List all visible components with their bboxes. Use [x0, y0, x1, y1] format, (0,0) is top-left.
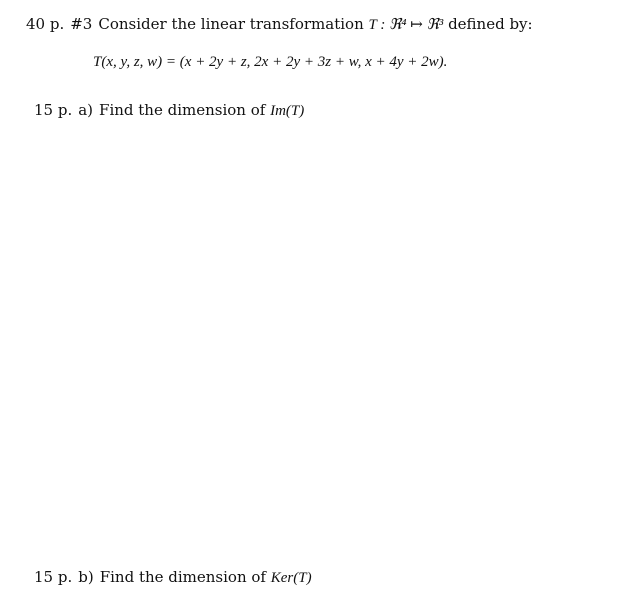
problem-statement: Consider the linear transformation: [98, 15, 364, 33]
part-a-points: 15 p.: [34, 101, 73, 119]
part-a-math: Im(T): [270, 103, 305, 119]
problem-statement-end: defined by:: [448, 15, 533, 33]
problem-header: [26, 15, 533, 34]
transformation-definition: T(x, y, z, w) = (x + 2y + z, 2x + 2y + 3z + w, x + 4y + 2w).: [93, 54, 448, 70]
part-a-label: a): [78, 101, 94, 119]
transformation-map: T : ℜ⁴ ↦ ℜ³: [368, 17, 444, 33]
part-a-text: Find the dimension of: [99, 101, 266, 119]
part-b-math: Ker(T): [270, 570, 312, 586]
part-b-question: [34, 568, 312, 587]
part-b-label: b): [78, 568, 94, 586]
problem-number: #3: [70, 15, 93, 33]
part-b-points: 15 p.: [34, 568, 73, 586]
part-b-text: Find the dimension of: [99, 568, 266, 586]
problem-points: 40 p.: [26, 15, 65, 33]
part-a-question: [34, 101, 304, 120]
